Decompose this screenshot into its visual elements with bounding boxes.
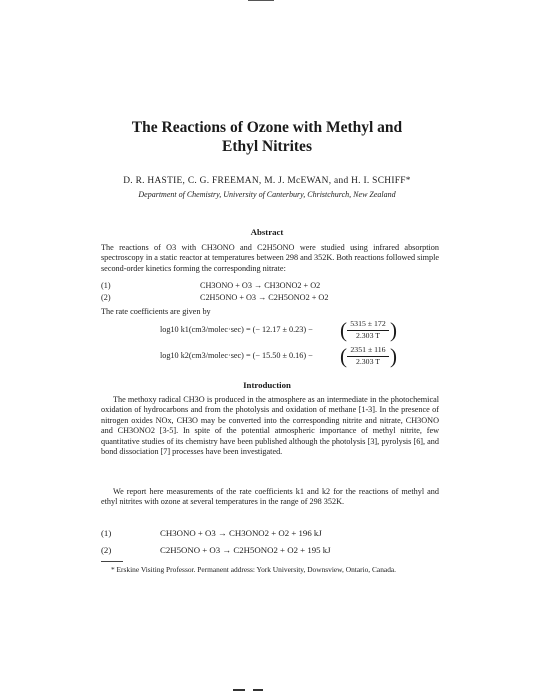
title-line-2: Ethyl Nitrites <box>222 138 312 155</box>
rate-lhs: log10 k1(cm3/molec·sec) = (− 12.17 ± 0.23) − <box>160 325 313 334</box>
title-line-1: The Reactions of Ozone with Methyl and <box>131 119 403 136</box>
equation-expression: CH3ONO + O3 → CH3ONO2 + O2 <box>200 281 321 290</box>
rate-intro: The rate coefficients are given by <box>101 307 211 316</box>
equation-number: (2) <box>101 293 111 302</box>
left-paren: ( <box>340 344 347 368</box>
abstract-equation-1 <box>101 281 439 293</box>
introduction-heading: Introduction <box>243 380 291 390</box>
abstract-equation-2 <box>101 293 439 305</box>
bottom-mark <box>233 689 245 691</box>
abstract-text: The reactions of O3 with CH3ONO and C2H5ONO were studied using infrared absorption spectroscopy in a static reactor at temperatures between 298 and 352K. Both reactions followed simple second-order kinetics forming the corresponding nitrate: <box>101 243 439 273</box>
right-paren: ) <box>390 344 397 368</box>
footnote: * Erskine Visiting Professor. Permanent address: York University, Downsview, Ontario, Canada. <box>111 565 397 574</box>
fraction-denominator: 2.303 T <box>355 331 381 340</box>
reaction-1 <box>101 528 439 540</box>
reaction-number: (2) <box>101 545 112 555</box>
introduction-paragraph-2: We report here measurements of the rate coefficients k1 and k2 for the reactions of methyl and ethyl nitrites with ozone at several temperatures in the range of 298 352K. <box>101 487 439 507</box>
fraction-numerator: 5315 ± 172 <box>347 319 389 331</box>
rate-fraction <box>347 319 389 341</box>
reaction-expression: CH3ONO + O3 → CH3ONO2 + O2 + 196 kJ <box>160 528 322 538</box>
fraction-numerator: 2351 ± 116 <box>347 345 389 357</box>
reaction-expression: C2H5ONO + O3 → C2H5ONO2 + O2 + 195 kJ <box>160 545 331 555</box>
top-rule <box>248 0 274 1</box>
equation-number: (1) <box>101 281 111 290</box>
rate-lhs: log10 k2(cm3/molec·sec) = (− 15.50 ± 0.16) − <box>160 351 313 360</box>
fraction-denominator: 2.303 T <box>355 357 381 366</box>
authors: D. R. HASTIE, C. G. FREEMAN, M. J. McEWAN, and H. I. SCHIFF* <box>123 176 411 186</box>
reaction-2 <box>101 545 439 557</box>
bottom-mark <box>253 689 263 691</box>
left-paren: ( <box>340 318 347 342</box>
affiliation: Department of Chemistry, University of Canterbury, Christchurch, New Zealand <box>138 190 396 199</box>
right-paren: ) <box>390 318 397 342</box>
footnote-rule <box>101 561 123 562</box>
reaction-number: (1) <box>101 528 112 538</box>
introduction-paragraph-1: The methoxy radical CH3O is produced in the atmosphere as an intermediate in the photochemical oxidation of hydrocarbons and from the photolysis and oxidation of methane [1-3]. In the presence of nitrogen oxides NOx, CH3O may be converted into the corresponding nitrite and nitrate, CH3ONO and CH3ONO2 [3-5]. In spite of the potential atmospheric importance of methyl nitrite, few quantitative studies of its chemistry have been published although the photolysis [3], pyrolysis [6], and bond dissociation [7] processes have been investigated. <box>101 395 439 457</box>
rate-fraction <box>347 345 389 367</box>
abstract-heading: Abstract <box>250 227 284 237</box>
equation-expression: C2H5ONO + O3 → C2H5ONO2 + O2 <box>200 293 329 302</box>
